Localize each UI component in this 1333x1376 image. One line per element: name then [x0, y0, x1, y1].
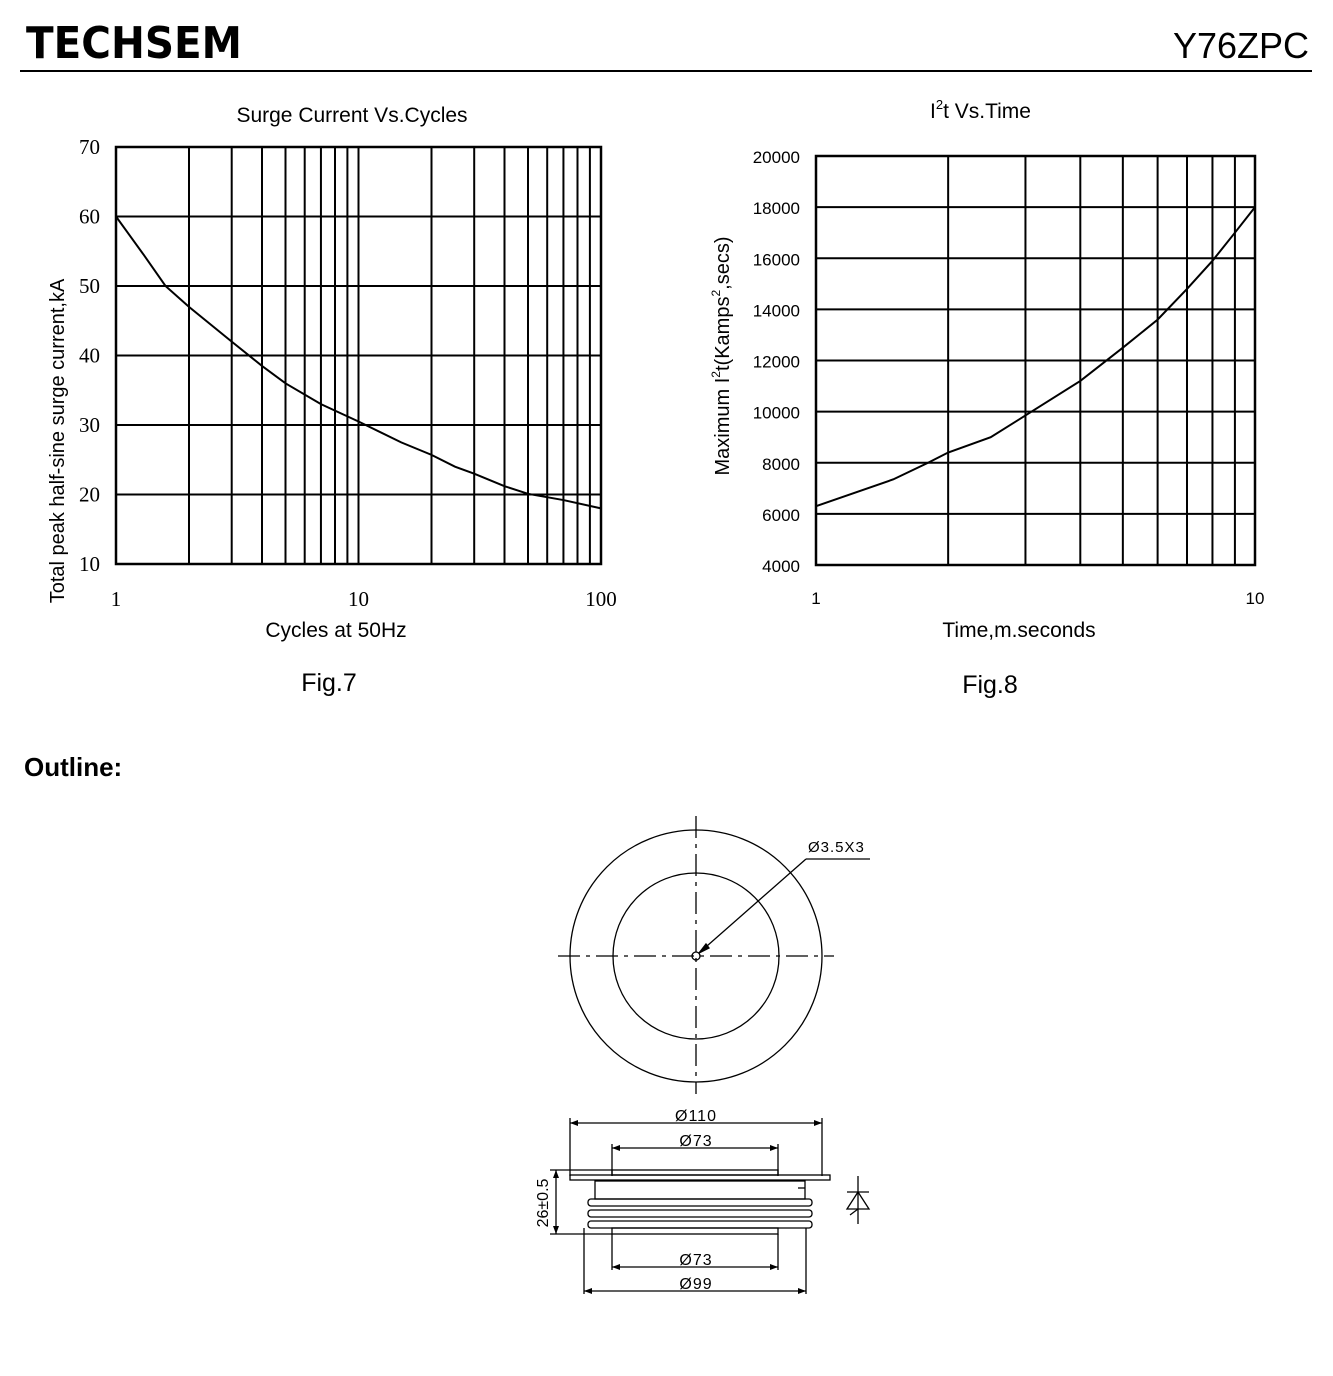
x-tick-label: 1	[110, 587, 122, 611]
y-tick-label: 40	[79, 343, 100, 368]
fig7-chart	[0, 80, 660, 720]
fig8-x-ticks	[811, 589, 1264, 608]
fig7-y-ticks	[79, 135, 100, 576]
hole-leader	[699, 859, 806, 953]
fig8-ylabel: Maximum $I^2t(Kamps^2,\sec s)$	[709, 236, 734, 476]
fig7-caption: Fig.7	[301, 669, 357, 697]
fig8-title	[930, 97, 1031, 123]
y-tick-label: 20	[79, 482, 100, 507]
fig8-series-line	[816, 207, 1255, 506]
outline-drawing	[520, 810, 900, 1310]
y-tick-label: 6000	[762, 505, 800, 525]
hole-label: Ø3.5X3	[808, 839, 865, 856]
y-tick-label: 8000	[762, 454, 800, 474]
x-tick-label: 100	[585, 587, 617, 611]
y-tick-label: 18000	[752, 199, 800, 219]
fig8-caption: Fig.8	[962, 671, 1018, 699]
x-tick-label: 1	[811, 589, 821, 608]
y-tick-label: 16000	[752, 250, 800, 270]
y-tick-label: 4000	[762, 557, 800, 576]
y-tick-label: 10000	[752, 403, 800, 423]
dim-d73-top: Ø73	[679, 1133, 713, 1150]
fin-2	[588, 1210, 812, 1217]
fig7-ylabel: Total peak half-sine surge current,kA	[47, 278, 69, 604]
fig7-x-ticks	[111, 587, 617, 611]
model-number: Y76ZPC	[1172, 25, 1309, 66]
fig8-title-sup: 2	[935, 97, 944, 112]
top-pole	[612, 1170, 778, 1175]
fig8-xlabel: Time,m.seconds	[942, 619, 1096, 642]
thyristor-symbol	[847, 1176, 869, 1224]
fin-3	[588, 1221, 812, 1228]
leader-arrow	[699, 944, 709, 953]
fig8-grid	[816, 156, 1255, 565]
fin-1	[588, 1199, 812, 1206]
y-tick-label: 10	[79, 552, 100, 576]
header-rule	[20, 70, 1312, 72]
y-tick-label: 60	[79, 204, 100, 229]
dim-height: 26±0.5	[535, 1178, 552, 1228]
body-upper	[595, 1181, 805, 1199]
fig8-chart	[670, 80, 1330, 720]
bottom-pole	[612, 1228, 778, 1234]
y-tick-label: 14000	[752, 301, 800, 321]
outline-heading: Outline:	[24, 752, 123, 782]
fig8-y-ticks	[753, 148, 800, 576]
y-tick-label: 50	[79, 274, 100, 298]
y-tick-label: 12000	[752, 352, 800, 372]
dim-d99: Ø99	[679, 1276, 713, 1293]
fig7-title: Surge Current Vs.Cycles	[236, 104, 468, 127]
fig8-title-rest: t Vs.Time	[943, 100, 1031, 123]
flange	[570, 1175, 830, 1180]
x-tick-label: 10	[1245, 589, 1265, 608]
y-tick-label: 20000	[752, 148, 800, 167]
fig7-xlabel: Cycles at 50Hz	[265, 619, 407, 642]
fig7-grid	[116, 147, 601, 564]
fig8-title-i: I	[930, 100, 936, 123]
brand-logo: TECHSEM	[26, 18, 242, 69]
dim-d73-bottom: Ø73	[679, 1252, 713, 1269]
x-tick-label: 10	[348, 587, 369, 611]
y-tick-label: 70	[79, 135, 100, 159]
dim-d110: Ø110	[675, 1108, 717, 1125]
y-tick-label: 30	[79, 413, 100, 437]
